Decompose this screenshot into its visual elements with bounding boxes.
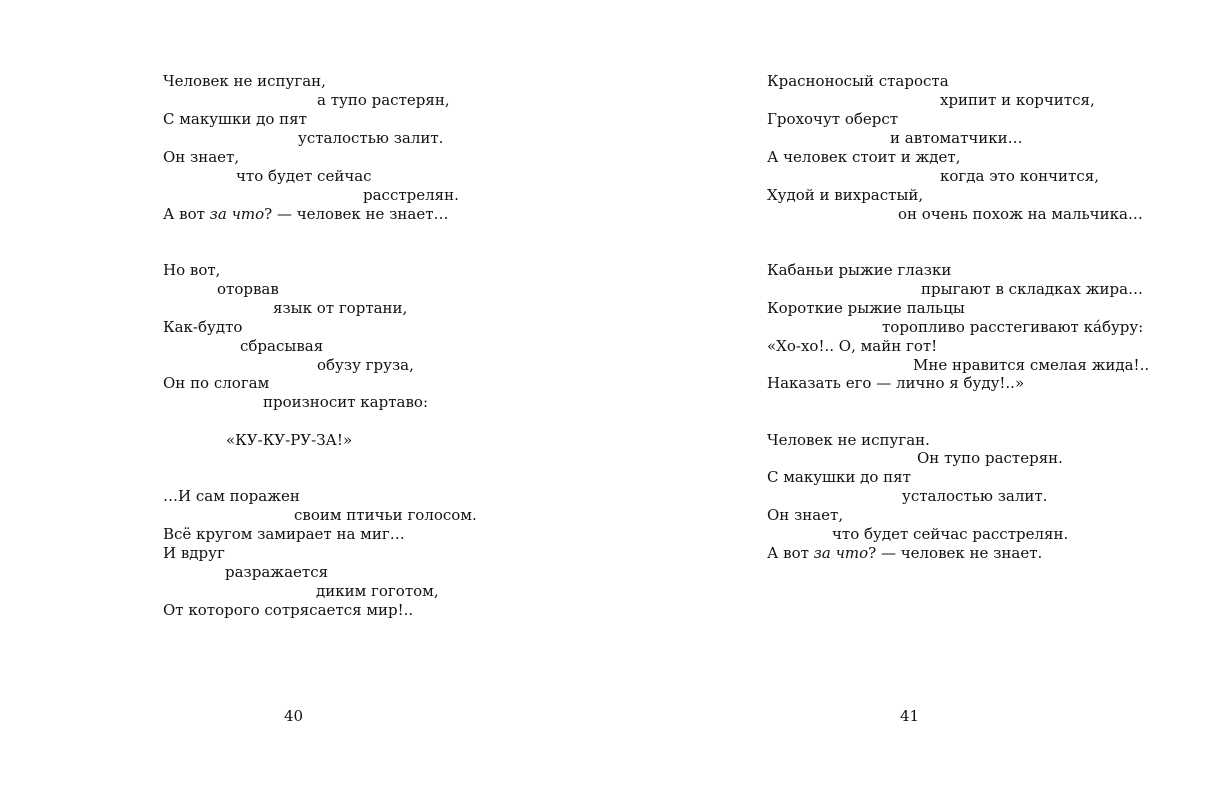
poem-line: С макушки до пят xyxy=(767,468,911,486)
poem-line: он очень похож на мальчика… xyxy=(898,205,1143,223)
poem-line: сбрасывая xyxy=(240,337,324,355)
poem-line: язык от гортани, xyxy=(273,299,408,317)
poem-line: Он знает, xyxy=(163,148,240,166)
right-page xyxy=(606,0,1212,800)
poem-line: Красноносый староста xyxy=(767,72,949,90)
poem-line: Он тупо растерян. xyxy=(917,449,1063,467)
poem-line: Человек не испуган, xyxy=(163,72,326,90)
poem-line: А вот за что? — человек не знает. xyxy=(767,544,1043,562)
poem-line: и автоматчики… xyxy=(890,129,1023,147)
poem-line: Он знает, xyxy=(767,506,844,524)
poem-line: Как-будто xyxy=(163,318,243,336)
page-number: 40 xyxy=(284,707,304,725)
poem-line: Он по слогам xyxy=(163,374,270,392)
poem-line: С макушки до пят xyxy=(163,110,307,128)
poem-line: а тупо растерян, xyxy=(317,91,450,109)
poem-line: Кабаньи рыжие глазки xyxy=(767,261,952,279)
page-number: 41 xyxy=(900,707,920,725)
poem-line: обузу груза, xyxy=(317,356,414,374)
poem-line: что будет сейчас xyxy=(236,167,372,185)
poem-line: Наказать его — лично я буду!..» xyxy=(767,374,1025,392)
poem-line: прыгают в складках жира… xyxy=(921,280,1144,298)
poem-line: Человек не испуган. xyxy=(767,431,930,449)
poem-line: что будет сейчас расстрелян. xyxy=(832,525,1069,543)
italic-phrase: за что xyxy=(209,205,265,223)
poem-line: торопливо расстегивают кáбуру: xyxy=(882,318,1144,336)
shout-line: «КУ-КУ-РУ-ЗА!» xyxy=(226,431,353,449)
poem-line: произносит картаво: xyxy=(263,393,428,411)
poem-line: «Хо-хо!.. О, майн гот! xyxy=(767,337,938,355)
poem-line: От которого сотрясается мир!.. xyxy=(163,601,414,619)
poem-line: своим птичьи голосом. xyxy=(294,506,477,524)
italic-phrase: за что xyxy=(813,544,869,562)
poem-line: когда это кончится, xyxy=(940,167,1099,185)
poem-line: …И сам поражен xyxy=(163,487,300,505)
poem-line: Грохочут оберст xyxy=(767,110,899,128)
poem-line: усталостью залит. xyxy=(902,487,1048,505)
poem-line: оторвав xyxy=(217,280,279,298)
poem-line: усталостью залит. xyxy=(298,129,444,147)
poem-line: И вдруг xyxy=(163,544,225,562)
poem-line: Всё кругом замирает на миг… xyxy=(163,525,405,543)
poem-line: Но вот, xyxy=(163,261,221,279)
poem-line: разражается xyxy=(225,563,329,581)
poem-line: Мне нравится смелая жида!.. xyxy=(913,356,1150,374)
poem-line: А человек стоит и ждет, xyxy=(767,148,961,166)
poem-line: Худой и вихрастый, xyxy=(767,186,924,204)
poem-line: расстрелян. xyxy=(363,186,459,204)
poem-line: А вот за что? — человек не знает… xyxy=(163,205,449,223)
poem-line: Короткие рыжие пальцы xyxy=(767,299,965,317)
poem-line: хрипит и корчится, xyxy=(940,91,1095,109)
poem-line: диким гоготом, xyxy=(316,582,439,600)
